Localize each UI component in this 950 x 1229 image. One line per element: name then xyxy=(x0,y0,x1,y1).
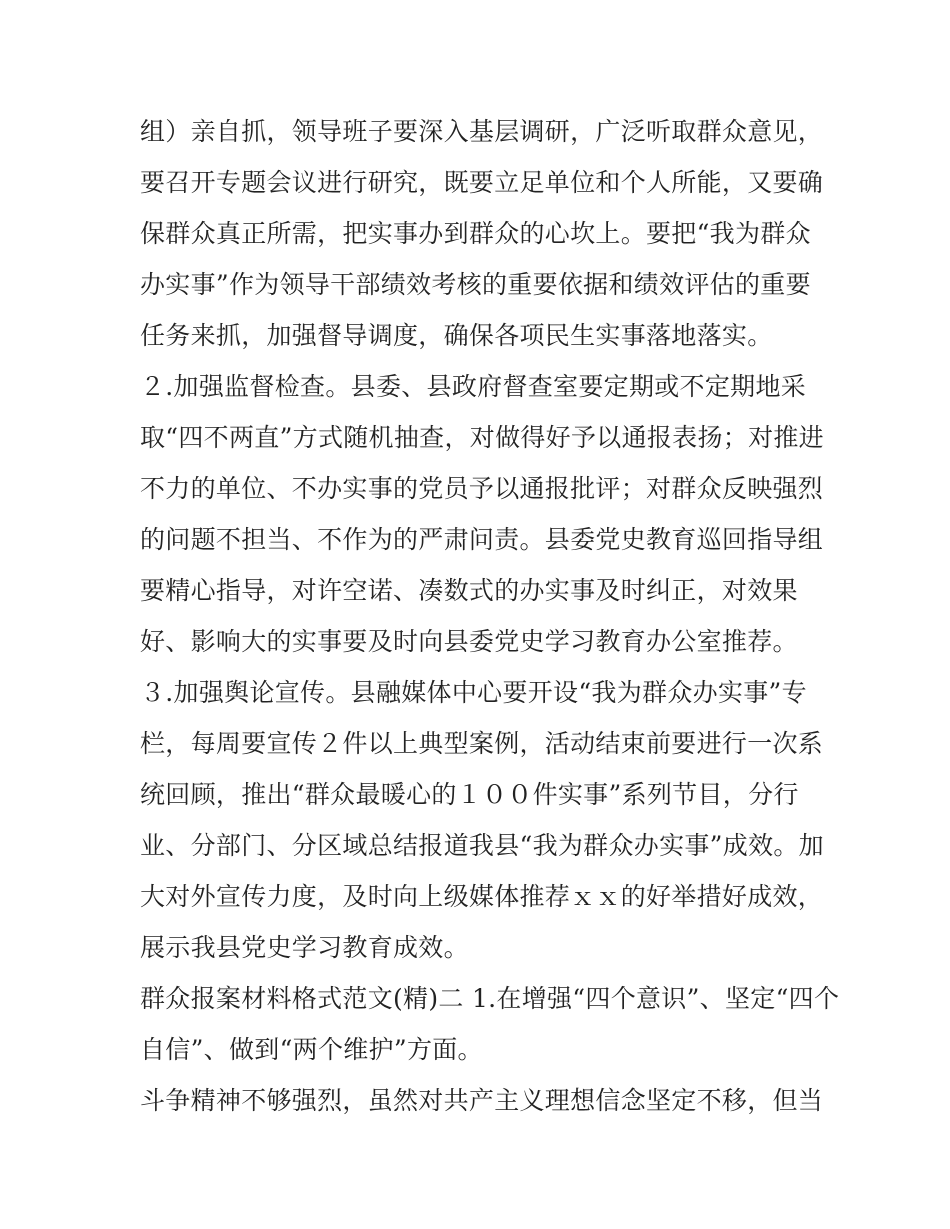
text-line: 办实事”作为领导干部绩效考核的重要依据和绩效评估的重要 xyxy=(140,270,811,299)
text-line: 取“四不两直”方式随机抽查，对做得好予以通报表扬；对推进 xyxy=(140,423,824,452)
text-line: 保群众真正所需，把实事办到群众的心坎上。要把“我为群众 xyxy=(140,219,811,248)
text-line: ３.加强舆论宣传。县融媒体中心要开设“我为群众办实事”专 xyxy=(140,678,807,707)
text-line: 的问题不担当、不作为的严肃问责。县委党史教育巡回指导组 xyxy=(140,525,824,554)
text-line: 要召开专题会议进行研究，既要立足单位和个人所能，又要确 xyxy=(140,168,824,197)
text-line: 好、影响大的实事要及时向县委党史学习教育办公室推荐。 xyxy=(140,627,798,656)
text-line: ２.加强监督检查。县委、县政府督查室要定期或不定期地采 xyxy=(140,372,807,401)
text-line: 群众报案材料格式范文(精)二 1.在增强“四个意识”、坚定“四个 xyxy=(140,984,840,1013)
text-line: 栏，每周要宣传２件以上典型案例，活动结束前要进行一次系 xyxy=(140,729,824,758)
text-line: 业、分部门、分区域总结报道我县“我为群众办实事”成效。加 xyxy=(140,831,824,860)
text-line: 组）亲自抓，领导班子要深入基层调研，广泛听取群众意见， xyxy=(140,117,824,146)
text-line: 展示我县党史学习教育成效。 xyxy=(140,933,469,962)
text-line: 不力的单位、不办实事的党员予以通报批评；对群众反映强烈 xyxy=(140,474,824,503)
text-line: 自信”、做到“两个维护”方面。 xyxy=(140,1035,483,1064)
body-text xyxy=(140,106,840,1126)
text-line: 斗争精神不够强烈，虽然对共产主义理想信念坚定不移，但当 xyxy=(140,1086,824,1115)
text-line: 任务来抓，加强督导调度，确保各项民生实事落地落实。 xyxy=(140,321,773,350)
text-line: 要精心指导，对许空诺、凑数式的办实事及时纠正，对效果 xyxy=(140,576,798,605)
text-line: 统回顾，推出“群众最暖心的１００件实事”系列节目，分行 xyxy=(140,780,799,809)
text-line: 大对外宣传力度，及时向上级媒体推荐ｘｘ的好举措好成效， xyxy=(140,882,824,911)
